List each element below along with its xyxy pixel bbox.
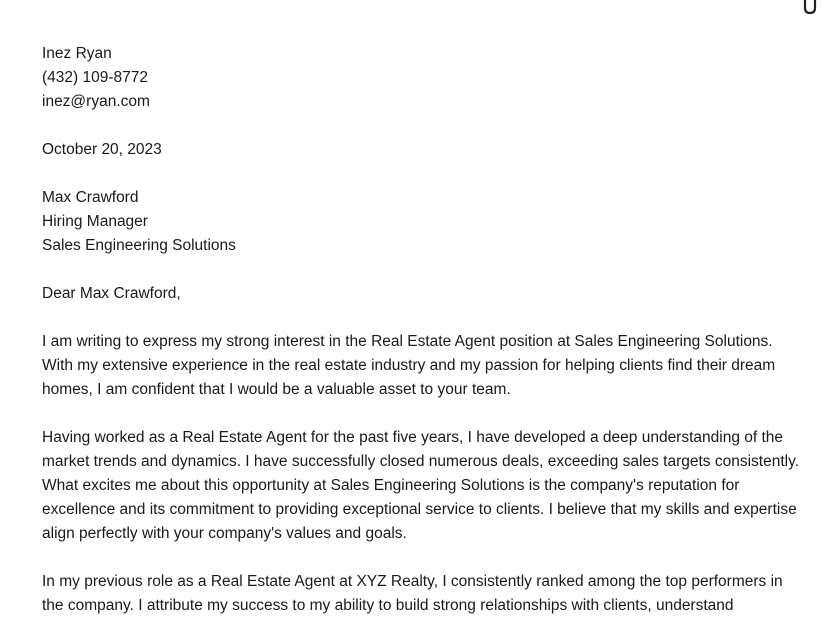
recipient-company: Sales Engineering Solutions <box>42 237 236 254</box>
sender-name: Inez Ryan <box>42 45 112 62</box>
sender-block <box>42 42 802 114</box>
recipient-title: Hiring Manager <box>42 213 148 230</box>
letter-date: October 20, 2023 <box>42 141 162 158</box>
salutation-block <box>42 282 802 306</box>
recipient-name: Max Crawford <box>42 189 139 206</box>
sender-email: inez@ryan.com <box>42 93 150 110</box>
salutation: Dear Max Crawford, <box>42 285 181 302</box>
cursor-caret-icon <box>802 0 818 16</box>
date-block <box>42 138 802 162</box>
body-paragraph-1: I am writing to express my strong interest in the Real Estate Agent position at Sales Engineering Solutions. With my extensive experience in the real estate industry and my passion for helping clients find their dream homes, I am confident that I would be a valuable asset to your team. <box>42 333 776 398</box>
body-paragraph-2: Having worked as a Real Estate Agent for the past five years, I have developed a deep understanding of the market trends and dynamics. I have successfully closed numerous deals, exceeding sales targets consistently. What excites me about this opportunity at Sales Engineering Solutions is the company's reputation for excellence and its commitment to providing exceptional service to clients. I believe that my skills and expertise align perfectly with your company's values and goals. <box>42 429 800 542</box>
body-paragraph-3: In my previous role as a Real Estate Agent at XYZ Realty, I consistently ranked among the top performers in the company. I attribute my success to my ability to build strong relationships with clients, understand <box>42 573 783 614</box>
sender-phone: (432) 109-8772 <box>42 69 148 86</box>
cover-letter <box>42 42 802 642</box>
recipient-block <box>42 186 802 258</box>
